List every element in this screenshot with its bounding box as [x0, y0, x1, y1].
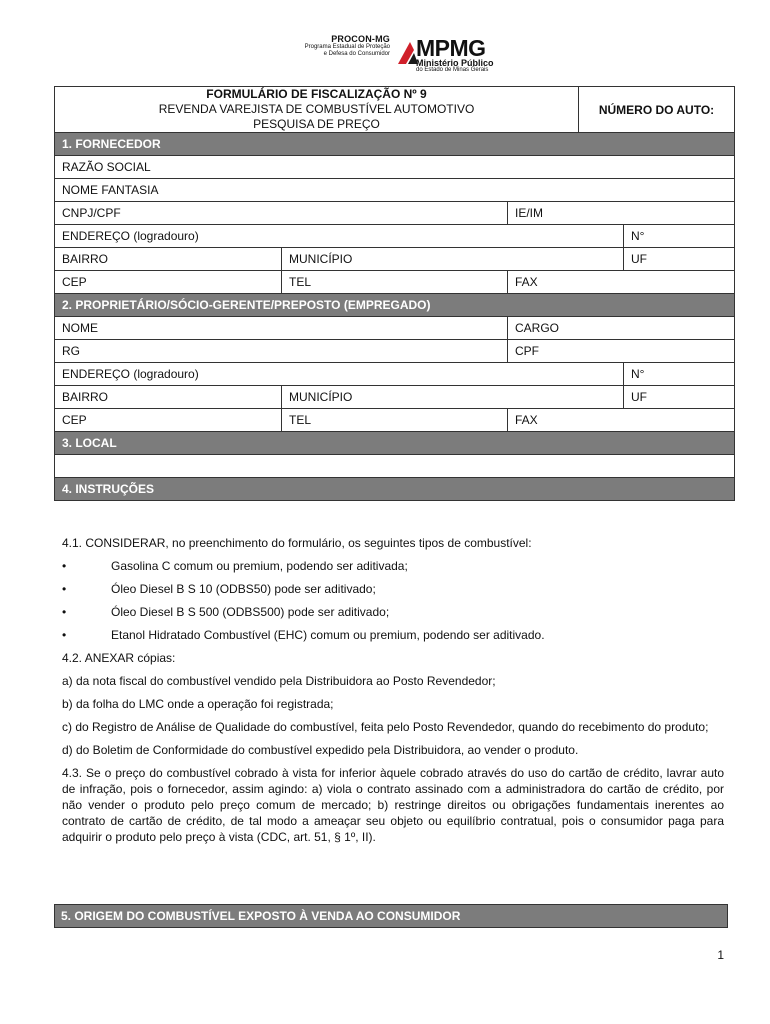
procon-logo: [270, 34, 390, 58]
cargo-field[interactable]: CARGO: [508, 317, 735, 340]
municipio-field[interactable]: MUNICÍPIO: [282, 248, 624, 271]
header-logos: [270, 34, 530, 78]
tel-field[interactable]: TEL: [282, 271, 508, 294]
auto-number-field[interactable]: NÚMERO DO AUTO:: [579, 87, 735, 133]
ie-field[interactable]: IE/IM: [508, 202, 735, 225]
section-1-heading: 1. FORNECEDOR: [55, 133, 735, 156]
page-number: 1: [717, 948, 724, 962]
cnpj-field[interactable]: CNPJ/CPF: [55, 202, 508, 225]
instructions: [62, 535, 724, 852]
bullet-icon: •: [62, 582, 67, 596]
tel-2-field[interactable]: TEL: [282, 409, 508, 432]
form-subtitle-1: REVENDA VAREJISTA DE COMBUSTÍVEL AUTOMOTIVO: [158, 102, 475, 116]
instruction-4-2-a: a) da nota fiscal do combustível vendido pela Distribuidora ao Posto Revendedor;: [62, 674, 496, 688]
section-3-heading: 3. LOCAL: [55, 432, 735, 455]
bullet-icon: •: [62, 559, 67, 573]
fuel-item-text: Óleo Diesel B S 500 (ODBS500) pode ser aditivado;: [111, 605, 390, 619]
fuel-item: [62, 581, 724, 597]
instruction-4-1: 4.1. CONSIDERAR, no preenchimento do formulário, os seguintes tipos de combustível:: [62, 536, 532, 550]
form-title-cell: [55, 87, 579, 133]
rg-field[interactable]: RG: [55, 340, 508, 363]
instruction-4-2-c: c) do Registro de Análise de Qualidade do combustível, feita pelo Posto Revendedor, quando do recebimento do produto;: [62, 720, 709, 734]
fuel-item-text: Etanol Hidratado Combustível (EHC) comum ou premium, podendo ser aditivado.: [111, 628, 545, 642]
numero-2-field[interactable]: N°: [624, 363, 735, 386]
form-table: [54, 86, 735, 501]
fax-2-field[interactable]: FAX: [508, 409, 735, 432]
fuel-item-text: Óleo Diesel B S 10 (ODBS50) pode ser aditivado;: [111, 582, 376, 596]
local-field[interactable]: [55, 455, 735, 478]
fuel-item: [62, 558, 724, 574]
fuel-item: [62, 604, 724, 620]
cep-field[interactable]: CEP: [55, 271, 282, 294]
instruction-4-3: 4.3. Se o preço do combustível cobrado à vista for inferior àquele cobrado através do uso do cartão de crédito, lavrar auto de infração, pois o fornecedor, assim agindo: a) viola o contrato assinado com a administradora do cartão de crédito, por não vender o produto pelo preço comum de mercado; b) restringe direitos ou obrigações fundamentais inerentes ao contrato de cartão de crédito, de tal modo a ameaçar seu objeto ou equilíbrio contratual, pois o consumidor paga para adquirir o produto pelo preço à vista (CDC, art. 51, § 1º, II).: [62, 766, 724, 844]
fuel-item: [62, 627, 724, 643]
section-4-heading: 4. INSTRUÇÕES: [55, 478, 735, 501]
instruction-4-2: 4.2. ANEXAR cópias:: [62, 651, 176, 665]
bairro-field[interactable]: BAIRRO: [55, 248, 282, 271]
endereco-2-field[interactable]: ENDEREÇO (logradouro): [55, 363, 624, 386]
endereco-field[interactable]: ENDEREÇO (logradouro): [55, 225, 624, 248]
procon-subtitle-1: Programa Estadual de Proteção: [304, 44, 390, 50]
nome-field[interactable]: NOME: [55, 317, 508, 340]
nome-fantasia-field[interactable]: NOME FANTASIA: [55, 179, 735, 202]
fuel-item-text: Gasolina C comum ou premium, podendo ser aditivada;: [111, 559, 408, 573]
instruction-4-2-b: b) da folha do LMC onde a operação foi registrada;: [62, 697, 334, 711]
procon-subtitle-2: e Defesa do Consumidor: [323, 51, 390, 57]
section-5-heading: 5. ORIGEM DO COMBUSTÍVEL EXPOSTO À VENDA AO CONSUMIDOR: [54, 904, 728, 928]
procon-title: PROCON-MG: [331, 34, 390, 44]
bullet-icon: •: [62, 628, 67, 642]
bairro-2-field[interactable]: BAIRRO: [55, 386, 282, 409]
cpf-field[interactable]: CPF: [508, 340, 735, 363]
fax-field[interactable]: FAX: [508, 271, 735, 294]
form-subtitle-2: PESQUISA DE PREÇO: [253, 117, 380, 131]
section-2-heading: 2. PROPRIETÁRIO/SÓCIO-GERENTE/PREPOSTO (EMPREGADO): [55, 294, 735, 317]
uf-2-field[interactable]: UF: [624, 386, 735, 409]
instruction-4-2-d: d) do Boletim de Conformidade do combustível expedido pela Distribuidora, ao vender o produto.: [62, 743, 579, 757]
municipio-2-field[interactable]: MUNICÍPIO: [282, 386, 624, 409]
form-title-row: [55, 87, 735, 133]
mpmg-subtitle-2: do Estado de Minas Gerais: [416, 67, 489, 73]
numero-field[interactable]: N°: [624, 225, 735, 248]
form-title: FORMULÁRIO DE FISCALIZAÇÃO Nº 9: [206, 87, 427, 101]
bullet-icon: •: [62, 605, 67, 619]
uf-field[interactable]: UF: [624, 248, 735, 271]
mpmg-subtitle-1: Ministério Público: [416, 58, 494, 68]
cep-2-field[interactable]: CEP: [55, 409, 282, 432]
mpmg-wordmark: MPMG: [416, 35, 486, 61]
razao-social-field[interactable]: RAZÃO SOCIAL: [55, 156, 735, 179]
